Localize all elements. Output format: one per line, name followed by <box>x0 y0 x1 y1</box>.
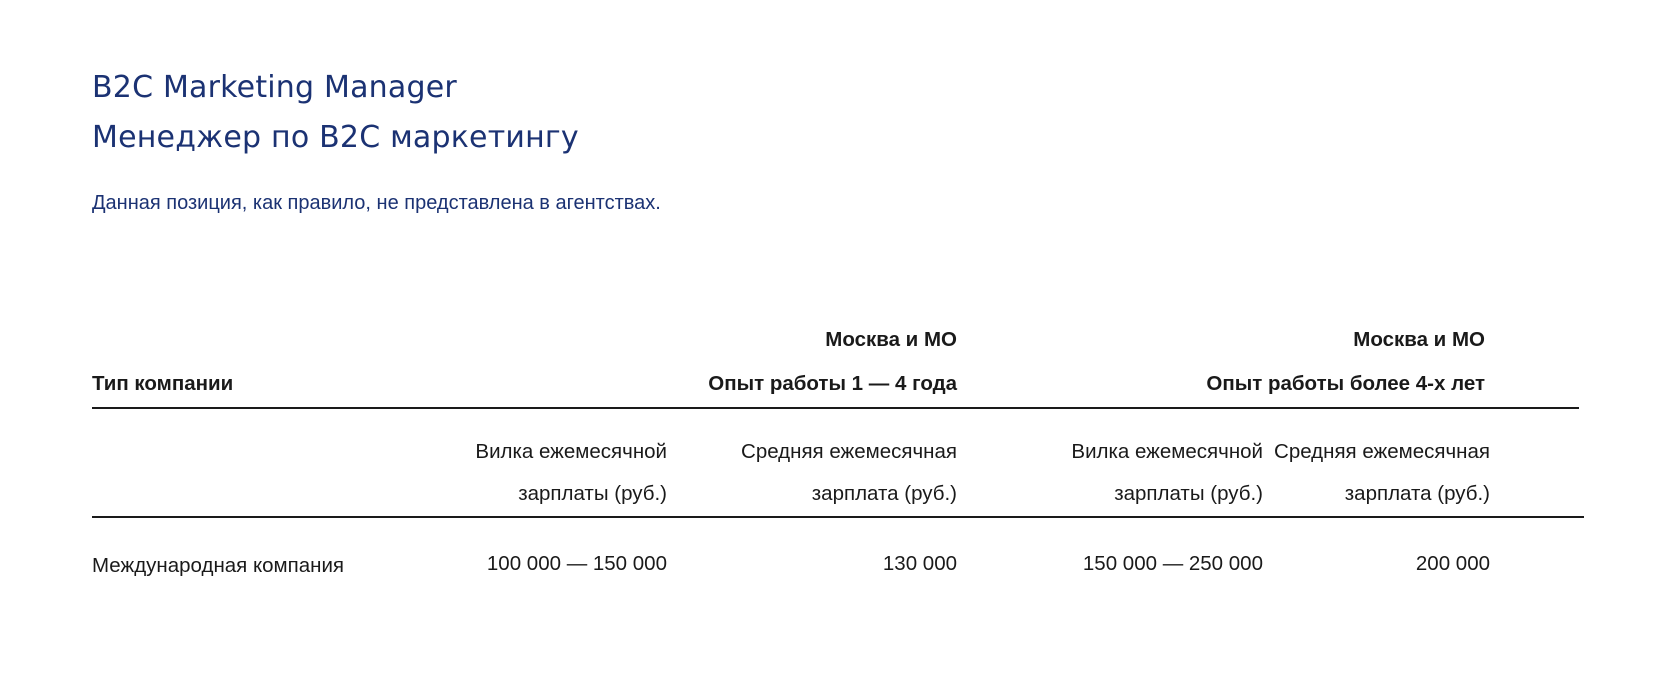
subheader-average-1-line1: Средняя ежемесячная <box>741 440 957 463</box>
company-type-cell: Международная компания <box>92 554 345 577</box>
subheader-range-2-line1: Вилка ежемесячной <box>1071 440 1263 463</box>
group-2-region: Москва и МО <box>1353 328 1485 351</box>
position-note: Данная позиция, как правило, не представлена в агентствах. <box>92 192 661 214</box>
group-1-region: Москва и МО <box>825 328 957 351</box>
group-1-experience: Опыт работы 1 — 4 года <box>708 372 957 395</box>
page-title-ru: Менеджер по B2C маркетингу <box>92 120 579 155</box>
subheader-range-1-line1: Вилка ежемесячной <box>475 440 667 463</box>
value-average-1: 130 000 <box>882 552 957 575</box>
value-average-2: 200 000 <box>1415 552 1490 575</box>
subheader-average-2-line2: зарплата (руб.) <box>1344 482 1490 505</box>
value-range-2: 150 000 — 250 000 <box>1082 552 1263 575</box>
subheader-average-2-line1: Средняя ежемесячная <box>1274 440 1490 463</box>
header-divider <box>92 407 1579 409</box>
group-2-experience: Опыт работы более 4-х лет <box>1206 372 1485 395</box>
value-range-1: 100 000 — 150 000 <box>486 552 667 575</box>
subheader-range-1-line2: зарплаты (руб.) <box>518 482 667 505</box>
row-header-label: Тип компании <box>92 372 234 395</box>
subheader-divider <box>92 516 1584 518</box>
page-title-en: B2C Marketing Manager <box>92 70 457 105</box>
subheader-range-2-line2: зарплаты (руб.) <box>1114 482 1263 505</box>
subheader-average-1-line2: зарплата (руб.) <box>811 482 957 505</box>
